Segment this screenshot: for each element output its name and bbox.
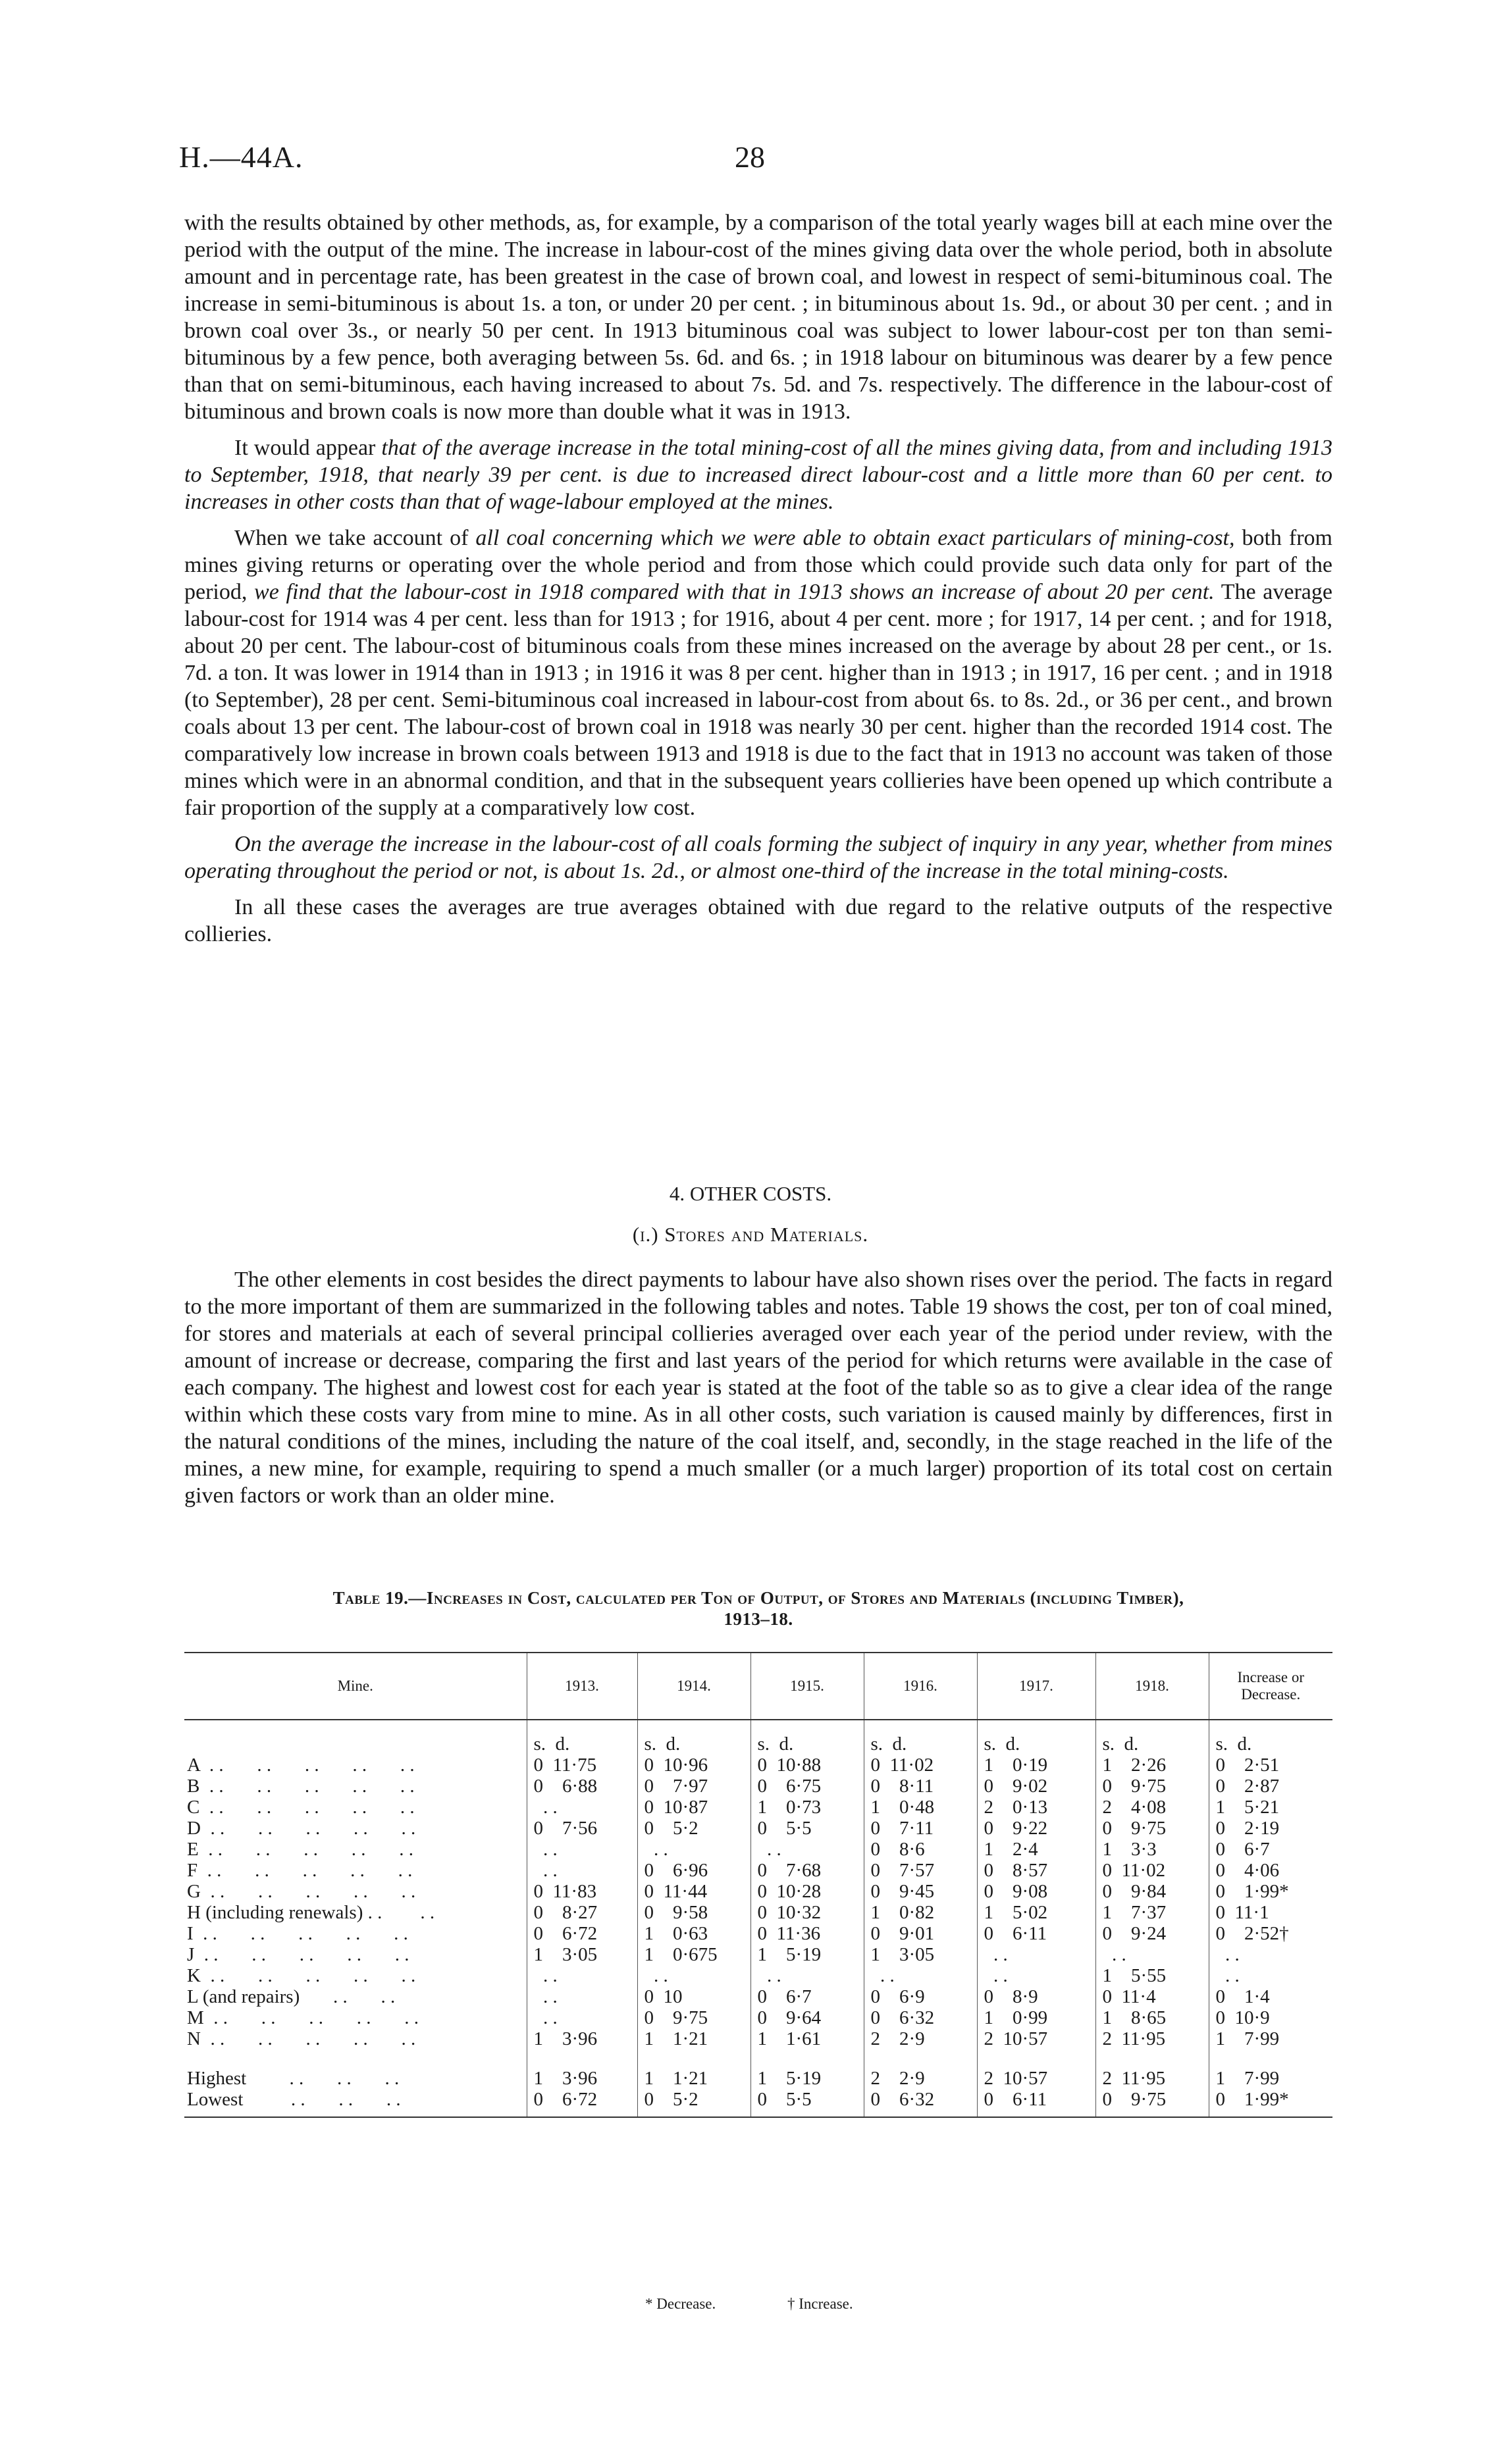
cell: 0 6·75 (750, 1776, 864, 1797)
header-1917: 1917. (977, 1653, 1095, 1720)
unit-cell: s. d. (527, 1720, 637, 1755)
mine-label: H (including renewals) . . . . (187, 1902, 435, 1923)
cell: 0 6·9 (864, 1986, 977, 2007)
mine-label: J . . . . . . . . . . (187, 1944, 409, 1965)
paragraph-all-coal: When we take account of all coal concerning which we were able to obtain exact particulars of mining-cost, both from mines giving returns or operating over the whole period and from those which could provide such data only for part of the period, we find that the labour-cost in 1918 compared with that in 1913 shows an increase of about 20 per cent. The average labour-cost for 1914 was 4 per cent. less than for 1913 ; for 1916, about 4 per cent. more ; for 1917, 14 per cent. ; and for 1918, about 20 per cent. The labour-cost of bituminous coals from these mines increased on the average by about 28 per cent., or 1s. 7d. a ton. It was lower in 1914 than in 1913 ; in 1916 it was 8 per cent. higher than in 1913 ; in 1917, 16 per cent. ; and in 1918 (to September), 28 per cent. Semi-bituminous coal increased in labour-cost from about 6s. to 8s. 2d., or 36 per cent., and brown coals about 13 per cent. The labour-cost of brown coal in 1918 was nearly 30 per cent. higher than the recorded 1914 cost. The comparatively low increase in brown coals between 1913 and 1918 is due to the fact that in 1913 no account was taken of those mines which were in an abnormal condition, and that in the subsequent years collieries have been opened up which contribute a fair proportion of the supply at a comparatively low cost. (184, 526, 1332, 820)
cell: 1 0·99 (977, 2007, 1095, 2028)
cell: 0 8·9 (977, 1986, 1095, 2007)
cell: 1 3·96 (527, 2049, 637, 2089)
mine-label: E . . . . . . . . . . (187, 1839, 413, 1860)
cell: 0 7·11 (864, 1818, 977, 1839)
cell: 0 11·75 (527, 1755, 637, 1776)
cell: 0 10·96 (637, 1755, 750, 1776)
header-mine: Mine. (184, 1653, 527, 1720)
cell: 0 11·4 (1095, 1986, 1209, 2007)
mine-label: M . . . . . . . . . . (187, 2007, 419, 2028)
p1-text: It would appear that of the average increase in the total mining-cost of all the mines giving data, from and including 1913 to September, 1918, that nearly 39 per cent. is due to increased direct labour-cost and a little more than 60 per cent. to increases in other costs than that of wage-labour employed at the mines. (184, 436, 1332, 514)
cell: 1 7·99 (1209, 2028, 1332, 2049)
mine-label: F . . . . . . . . . . (187, 1860, 413, 1881)
footnote-decrease: * Decrease. (645, 2296, 716, 2312)
cell: 1 3·96 (527, 2028, 637, 2049)
cell: 1 1·61 (750, 2028, 864, 2049)
cell: 0 7·97 (637, 1776, 750, 1797)
cell: . . (527, 1839, 637, 1860)
paragraph-labour-cost-comparison: with the results obtained by other methods, as, for example, by a comparison of the total yearly wages bill at each mine over the period with the output of the mine. The increase in labour-cost of the mines giving data over the whole period, both in absolute amount and in percentage rate, has been greatest in the case of brown coal, and lowest in respect of semi-bituminous coal. The increase in semi-bituminous is about 1s. a ton, or under 20 per cent. ; in bituminous about 1s. 9d., or about 30 per cent. ; and in brown coal over 3s., or nearly 50 per cent. In 1913 bituminous coal was subject to lower labour-cost per ton than semi-bituminous by a few pence, both averaging between 5s. 6d. and 6s. ; in 1918 labour on bituminous was dearer by a few pence than that on semi-bituminous, each having increased to about 7s. 5d. and 7s. respectively. The difference in the labour-cost of bituminous and brown coals is now more than double what it was in 1913. (184, 211, 1332, 424)
cell: 0 10·32 (750, 1902, 864, 1923)
table-caption (184, 1587, 1332, 1630)
cell: . . (977, 1944, 1095, 1965)
table-caption-line2: 1913–18. (724, 1609, 793, 1629)
cell: 0 9·75 (637, 2007, 750, 2028)
cell: . . (750, 1839, 864, 1860)
cell: 0 6·7 (750, 1986, 864, 2007)
table-row-i (184, 1923, 1332, 1944)
mine-label: I . . . . . . . . . . (187, 1923, 408, 1944)
body-text-other-costs (184, 1266, 1332, 1518)
cell: 0 6·32 (864, 2089, 977, 2117)
cell: 1 3·05 (527, 1944, 637, 1965)
cell: 2 2·9 (864, 2049, 977, 2089)
cell: 1 1·21 (637, 2049, 750, 2089)
units-row (184, 1720, 1332, 1755)
cell: 0 7·57 (864, 1860, 977, 1881)
cell: 0 6·96 (637, 1860, 750, 1881)
cell: 2 4·08 (1095, 1797, 1209, 1818)
body-text (184, 209, 1332, 957)
cell: 0 10·87 (637, 1797, 750, 1818)
cell: 0 6·72 (527, 1923, 637, 1944)
unit-cell: s. d. (1209, 1720, 1332, 1755)
cell: 2 11·95 (1095, 2028, 1209, 2049)
cell: 0 11·1 (1209, 1902, 1332, 1923)
cell: 0 6·72 (527, 2089, 637, 2117)
cell: 1 5·19 (750, 1944, 864, 1965)
table-header-row (184, 1653, 1332, 1720)
cell: 0 9·24 (1095, 1923, 1209, 1944)
table-row-b (184, 1776, 1332, 1797)
cell: . . (864, 1965, 977, 1986)
cell: 1 5·19 (750, 2049, 864, 2089)
table-row-e (184, 1839, 1332, 1860)
cell: 1 3·05 (864, 1944, 977, 1965)
cell: 1 8·65 (1095, 2007, 1209, 2028)
cell: 0 1·99* (1209, 1881, 1332, 1902)
section-heading: 4. OTHER COSTS. (669, 1182, 832, 1205)
table-row-lowest (184, 2089, 1332, 2117)
paragraph-average-increase (184, 434, 1332, 515)
cell: 0 9·75 (1095, 1776, 1209, 1797)
table-row-c (184, 1797, 1332, 1818)
cell: 0 4·06 (1209, 1860, 1332, 1881)
cell: 0 6·7 (1209, 1839, 1332, 1860)
cell: 0 5·5 (750, 2089, 864, 2117)
cell: 1 0·675 (637, 1944, 750, 1965)
table-row-l (184, 1986, 1332, 2007)
italic-emphasis: that of the average increase in the total mining-cost of all the mines giving data, from and including 1913 to September, 1918, that nearly 39 per cent. is due to increased direct labour-cost and a little more than 60 per cent. to increases in other costs than that of wage-labour employed at the mines. (184, 436, 1332, 514)
italic-emphasis: we find that the labour-cost in 1918 compared with that in 1913 shows an increase of about 20 per cent. (254, 580, 1215, 604)
section-subheading: (i.) Stores and Materials. (632, 1223, 869, 1246)
cell: 0 9·75 (1095, 2089, 1209, 2117)
cell: . . (1209, 1965, 1332, 1986)
p3-italic-text: On the average the increase in the labour-cost of all coals forming the subject of inquiry in any year, whether from mines operating throughout the period or not, is about 1s. 2d., or almost one-third of the increase in the total mining-costs. (184, 832, 1332, 883)
cell: 1 3·3 (1095, 1839, 1209, 1860)
cell: 0 6·11 (977, 2089, 1095, 2117)
mine-label: G . . . . . . . . . . (187, 1881, 416, 1902)
table-row-f (184, 1860, 1332, 1881)
header-1918: 1918. (1095, 1653, 1209, 1720)
cell: 2 10·57 (977, 2028, 1095, 2049)
mine-label: A . . . . . . . . . . (187, 1755, 415, 1776)
cell: 0 11·02 (864, 1755, 977, 1776)
cell: 1 0·73 (750, 1797, 864, 1818)
summary-label: Lowest . . . . . . (184, 2089, 527, 2117)
cell: . . (637, 1839, 750, 1860)
cell: 0 7·68 (750, 1860, 864, 1881)
italic-emphasis: all coal concerning which we were able to obtain exact particulars of mining-cost, (475, 526, 1235, 550)
cell: 0 9·58 (637, 1902, 750, 1923)
cell: 1 0·82 (864, 1902, 977, 1923)
table-row-k (184, 1965, 1332, 1986)
cell: 0 9·84 (1095, 1881, 1209, 1902)
header-1915: 1915. (750, 1653, 864, 1720)
cell: 0 10·88 (750, 1755, 864, 1776)
cell: 0 5·5 (750, 1818, 864, 1839)
cell: 0 10·9 (1209, 2007, 1332, 2028)
cell: 0 9·01 (864, 1923, 977, 1944)
cell: 0 11·02 (1095, 1860, 1209, 1881)
cell: 0 9·64 (750, 2007, 864, 2028)
cell: 0 8·11 (864, 1776, 977, 1797)
footnote-increase: † Increase. (787, 2296, 853, 2312)
cell: 0 2·52† (1209, 1923, 1332, 1944)
table-row-highest (184, 2049, 1332, 2089)
cell: . . (1095, 1944, 1209, 1965)
mine-label: K . . . . . . . . . . (187, 1965, 416, 1986)
table-row-n (184, 2028, 1332, 2049)
unit-cell (184, 1720, 527, 1755)
unit-cell: s. d. (1095, 1720, 1209, 1755)
table-19 (184, 1652, 1332, 2118)
cell: 2 0·13 (977, 1797, 1095, 1818)
unit-cell: s. d. (977, 1720, 1095, 1755)
cell: 1 0·19 (977, 1755, 1095, 1776)
cell: 1 2·4 (977, 1839, 1095, 1860)
cell: . . (977, 1965, 1095, 1986)
cell: 0 2·19 (1209, 1818, 1332, 1839)
table-caption-line1: Table 19.—Increases in Cost, calculated per Ton of Output, of Stores and Materials (including Timber), (332, 1588, 1184, 1608)
cell: 0 6·11 (977, 1923, 1095, 1944)
paragraph-other-costs: The other elements in cost besides the direct payments to labour have also shown rises over the period. The facts in regard to the more important of them are summarized in the following tables and notes. Table 19 shows the cost, per ton of coal mined, for stores and materials at each of several principal collieries averaged over each year of the period under review, with the amount of increase or decrease, comparing the first and last years of the period for which returns were available in the case of each company. The highest and lowest cost for each year is stated at the foot of the table so as to give a clear idea of the range within which these costs vary from mine to mine. As in all other costs, such variation is caused mainly by differences, first in the natural conditions of the mines, including the nature of the coal itself, and, secondly, in the stage reached in the life of the mines, a new mine, for example, requiring to spend a much smaller (or a much larger) proportion of its total cost on certain given factors or work than an older mine. (184, 1268, 1332, 1508)
cell: 0 6·32 (864, 2007, 977, 2028)
cell: 0 8·27 (527, 1902, 637, 1923)
cell: . . (527, 1986, 637, 2007)
cell: . . (750, 1965, 864, 1986)
cell: 2 2·9 (864, 2028, 977, 2049)
header-1913: 1913. (527, 1653, 637, 1720)
cell: 0 9·22 (977, 1818, 1095, 1839)
summary-label: Highest . . . . . . (187, 2068, 400, 2089)
cell: 1 5·55 (1095, 1965, 1209, 1986)
mine-label: L (and repairs) . . . . (187, 1986, 396, 2007)
cell: 0 2·51 (1209, 1755, 1332, 1776)
cell: 0 9·02 (977, 1776, 1095, 1797)
header-increase-decrease: Increase or Decrease. (1209, 1653, 1332, 1720)
cell: 0 5·2 (637, 2089, 750, 2117)
cell: . . (1209, 1944, 1332, 1965)
cell: 0 2·87 (1209, 1776, 1332, 1797)
unit-cell: s. d. (750, 1720, 864, 1755)
table-row-j (184, 1944, 1332, 1965)
cell: 0 10·28 (750, 1881, 864, 1902)
cell: 0 9·75 (1095, 1818, 1209, 1839)
cell: 0 10 (637, 1986, 750, 2007)
cell: . . (527, 1860, 637, 1881)
header-1914: 1914. (637, 1653, 750, 1720)
cell: 1 0·63 (637, 1923, 750, 1944)
cell: 0 11·83 (527, 1881, 637, 1902)
cell: 0 5·2 (637, 1818, 750, 1839)
document-reference: H.—44A. (179, 140, 303, 174)
cell: 1 1·21 (637, 2028, 750, 2049)
mine-label: D . . . . . . . . . . (187, 1818, 416, 1839)
cell: 1 5·02 (977, 1902, 1095, 1923)
cell: 0 8·6 (864, 1839, 977, 1860)
cell: 1 2·26 (1095, 1755, 1209, 1776)
table-row-h (184, 1902, 1332, 1923)
cell: . . (527, 1797, 637, 1818)
cell: . . (637, 1965, 750, 1986)
mine-label: B . . . . . . . . . . (187, 1776, 415, 1797)
cell: 1 7·99 (1209, 2049, 1332, 2089)
cell: 1 5·21 (1209, 1797, 1332, 1818)
cell: . . (527, 2007, 637, 2028)
table-row-g (184, 1881, 1332, 1902)
cell: 0 1·4 (1209, 1986, 1332, 2007)
paragraph-true-averages: In all these cases the averages are true averages obtained with due regard to the relative outputs of the respective collieries. (184, 895, 1332, 946)
cell: 0 7·56 (527, 1818, 637, 1839)
unit-cell: s. d. (864, 1720, 977, 1755)
header-1916: 1916. (864, 1653, 977, 1720)
cell: 0 9·45 (864, 1881, 977, 1902)
page-number: 28 (735, 140, 765, 174)
unit-cell: s. d. (637, 1720, 750, 1755)
cell: 1 7·37 (1095, 1902, 1209, 1923)
paragraph-average-labour-increase (184, 831, 1332, 885)
cell: 0 1·99* (1209, 2089, 1332, 2117)
cell: 0 9·08 (977, 1881, 1095, 1902)
cell: 2 11·95 (1095, 2049, 1209, 2089)
mine-label: C . . . . . . . . . . (187, 1797, 415, 1818)
cell: 2 10·57 (977, 2049, 1095, 2089)
cell: 0 6·88 (527, 1776, 637, 1797)
cell: 0 11·44 (637, 1881, 750, 1902)
table-row-a (184, 1755, 1332, 1776)
table-row-d (184, 1818, 1332, 1839)
cell: 1 0·48 (864, 1797, 977, 1818)
cell: 0 11·36 (750, 1923, 864, 1944)
cell: . . (527, 1965, 637, 1986)
table-row-m (184, 2007, 1332, 2028)
mine-label: N . . . . . . . . . . (187, 2028, 416, 2049)
cell: 0 8·57 (977, 1860, 1095, 1881)
